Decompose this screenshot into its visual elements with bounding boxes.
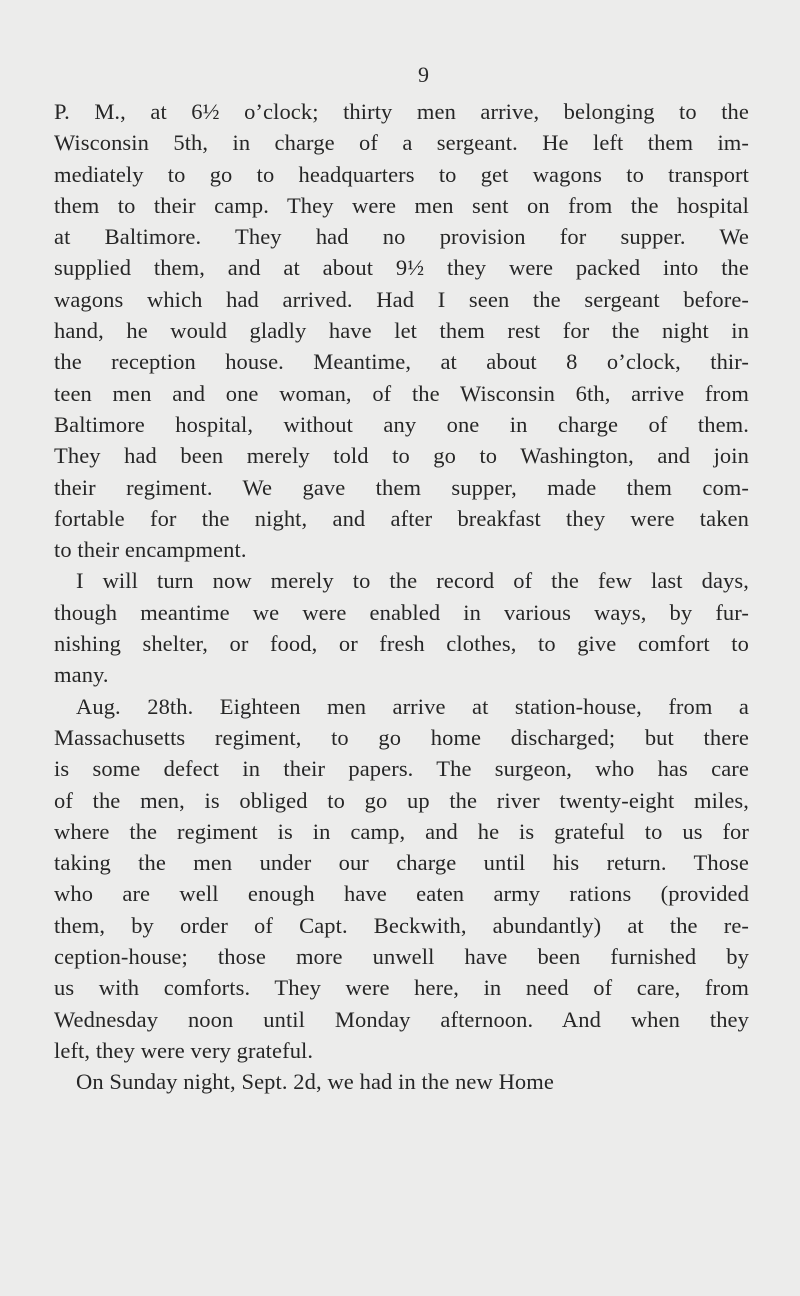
text-line: Massachusetts regiment, to go home discharged; but there bbox=[54, 724, 749, 750]
text-line: hand, he would gladly have let them rest for the night in bbox=[54, 318, 749, 344]
page-number: 9 bbox=[418, 62, 429, 87]
text-line: On Sunday night, Sept. 2d, we had in the new Home bbox=[76, 1069, 554, 1095]
body-text bbox=[54, 96, 749, 1098]
text-line: taking the men under our charge until his return. Those bbox=[54, 850, 749, 876]
text-line: supplied them, and at about 9½ they were packed into the bbox=[54, 255, 749, 281]
text-line: Baltimore hospital, without any one in charge of them. bbox=[54, 411, 749, 437]
text-line: the reception house. Meantime, at about 8 o’clock, thir- bbox=[54, 349, 749, 375]
text-line: Aug. 28th. Eighteen men arrive at station-house, from a bbox=[76, 693, 749, 719]
text-line: many. bbox=[54, 662, 109, 688]
text-line: them, by order of Capt. Beckwith, abundantly) at the re- bbox=[54, 912, 749, 938]
text-line: is some defect in their papers. The surgeon, who has care bbox=[54, 756, 749, 782]
text-line: They had been merely told to go to Washington, and join bbox=[54, 443, 749, 469]
text-line: wagons which had arrived. Had I seen the sergeant before- bbox=[54, 286, 749, 312]
text-line: where the regiment is in camp, and he is grateful to us for bbox=[54, 818, 749, 844]
text-line: who are well enough have eaten army rations (provided bbox=[54, 881, 749, 907]
text-line: their regiment. We gave them supper, made them com- bbox=[54, 474, 749, 500]
text-line: left, they were very grateful. bbox=[54, 1037, 314, 1063]
text-line: nishing shelter, or food, or fresh clothes, to give comfort to bbox=[54, 631, 749, 657]
text-line: of the men, is obliged to go up the river twenty-eight miles, bbox=[54, 787, 749, 813]
text-line: to their encampment. bbox=[54, 537, 247, 563]
text-line: Wednesday noon until Monday afternoon. And when they bbox=[54, 1006, 749, 1032]
text-line: though meantime we were enabled in various ways, by fur- bbox=[54, 599, 749, 625]
text-line: P. M., at 6½ o’clock; thirty men arrive, belonging to the bbox=[54, 99, 749, 124]
text-line: teen men and one woman, of the Wisconsin 6th, arrive from bbox=[54, 380, 749, 406]
text-line: us with comforts. They were here, in need of care, from bbox=[54, 975, 749, 1001]
text-line: fortable for the night, and after breakfast they were taken bbox=[54, 505, 749, 531]
text-line: them to their camp. They were men sent on from the hospital bbox=[54, 192, 749, 218]
text-line: ception-house; those more unwell have been furnished by bbox=[54, 944, 749, 970]
text-line: mediately to go to headquarters to get wagons to transport bbox=[54, 161, 749, 187]
text-line: I will turn now merely to the record of the few last days, bbox=[76, 568, 749, 594]
text-line: Wisconsin 5th, in charge of a sergeant. He left them im- bbox=[54, 130, 749, 156]
text-line: at Baltimore. They had no provision for supper. We bbox=[54, 224, 749, 250]
